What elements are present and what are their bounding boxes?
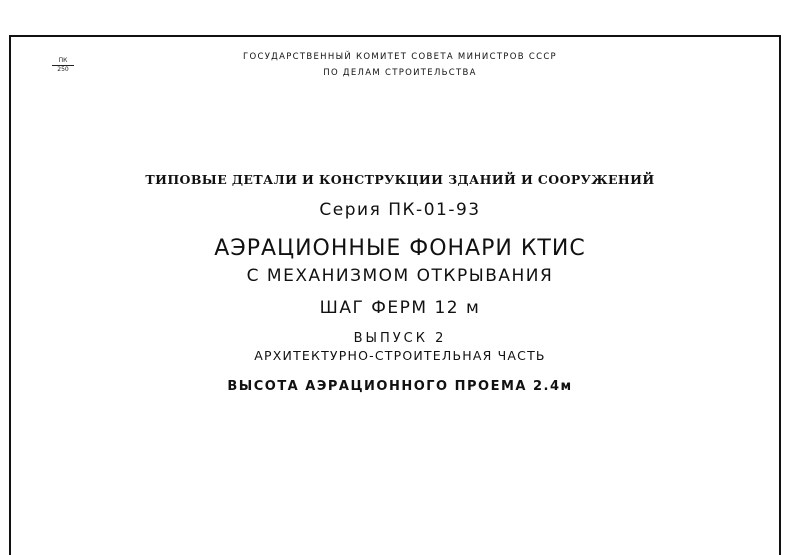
opening-height: ВЫСОТА АЭРАЦИОННОГО ПРОЕМА 2.4м xyxy=(227,379,573,394)
truss-step: ШАГ ФЕРМ 12 м xyxy=(319,298,481,318)
document-part: АРХИТЕКТУРНО-СТРОИТЕЛЬНАЯ ЧАСТЬ xyxy=(254,348,546,363)
issue-number: ВЫПУСК 2 xyxy=(353,331,447,346)
organization-line-1: ГОСУДАРСТВЕННЫЙ КОМИТЕТ СОВЕТА МИНИСТРОВ СССР xyxy=(242,52,557,62)
stamp-bottom-text: 250 xyxy=(57,66,69,73)
series-number: Серия ПК-01-93 xyxy=(319,200,481,220)
sheet-frame xyxy=(9,35,781,555)
organization-line-2: ПО ДЕЛАМ СТРОИТЕЛЬСТВА xyxy=(323,68,477,78)
main-title-line-1: АЭРАЦИОННЫЕ ФОНАРИ КТИС xyxy=(214,236,586,261)
stamp-top-text: ПК xyxy=(52,58,74,66)
document-category: ТИПОВЫЕ ДЕТАЛИ И КОНСТРУКЦИИ ЗДАНИЙ И СООРУЖЕНИЙ xyxy=(145,172,655,187)
main-title-line-2: С МЕХАНИЗМОМ ОТКРЫВАНИЯ xyxy=(246,266,554,286)
